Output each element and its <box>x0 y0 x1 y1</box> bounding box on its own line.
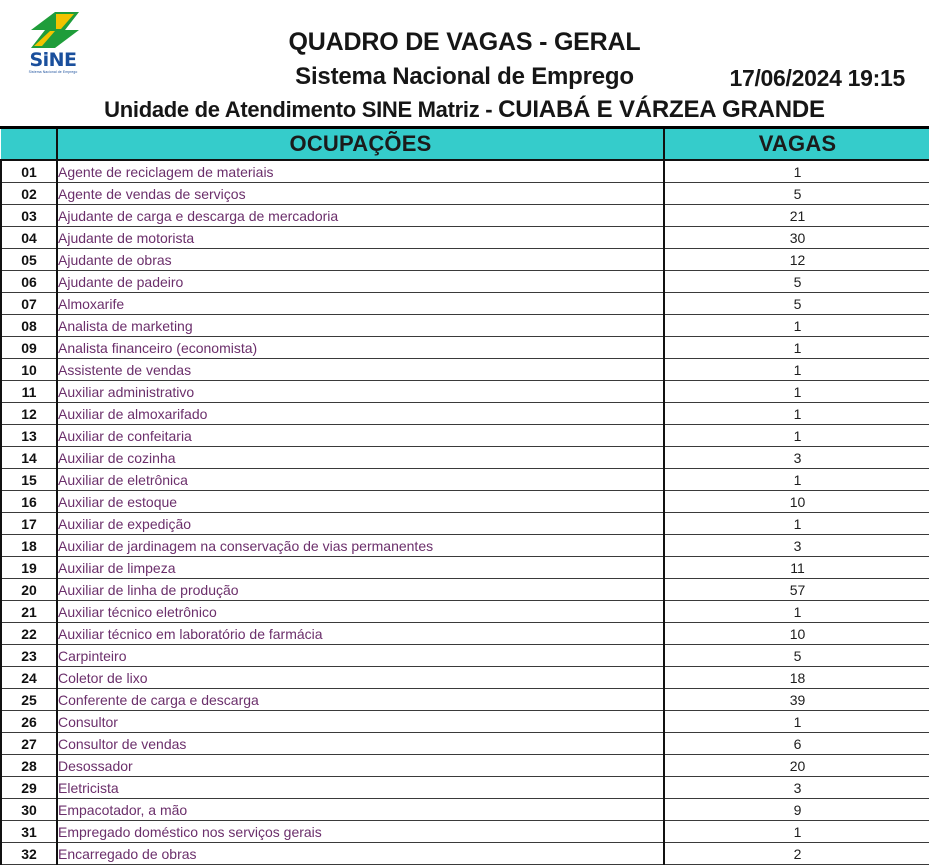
occupation-cell: Auxiliar de jardinagem na conservação de vias permanentes <box>57 535 664 557</box>
occupation-cell: Ajudante de carga e descarga de mercadoria <box>57 205 664 227</box>
vacancies-cell: 1 <box>664 403 929 425</box>
vacancies-cell: 1 <box>664 469 929 491</box>
page-subtitle: Sistema Nacional de Emprego <box>295 63 634 90</box>
row-index-cell: 13 <box>1 425 57 447</box>
table-header-row <box>1 129 929 160</box>
row-index-cell: 03 <box>1 205 57 227</box>
vacancies-cell: 3 <box>664 447 929 469</box>
row-index-cell: 26 <box>1 711 57 733</box>
document-header <box>0 0 929 129</box>
report-timestamp: 17/06/2024 19:15 <box>729 65 905 91</box>
vacancies-cell: 9 <box>664 799 929 821</box>
vacancies-cell: 39 <box>664 689 929 711</box>
table-row <box>1 557 929 579</box>
page-title: QUADRO DE VAGAS - GERAL <box>288 28 641 56</box>
vacancies-cell: 5 <box>664 183 929 205</box>
table-row <box>1 359 929 381</box>
row-index-cell: 32 <box>1 843 57 865</box>
sine-wordmark: SiNE <box>29 49 77 71</box>
vacancies-cell: 12 <box>664 249 929 271</box>
row-index-cell: 15 <box>1 469 57 491</box>
occupation-cell: Ajudante de obras <box>57 249 664 271</box>
vacancies-cell: 1 <box>664 513 929 535</box>
row-index-cell: 16 <box>1 491 57 513</box>
occupation-cell: Ajudante de motorista <box>57 227 664 249</box>
vacancies-cell: 11 <box>664 557 929 579</box>
table-row <box>1 491 929 513</box>
occupation-cell: Analista financeiro (economista) <box>57 337 664 359</box>
occupation-cell: Desossador <box>57 755 664 777</box>
row-index-cell: 24 <box>1 667 57 689</box>
row-index-cell: 12 <box>1 403 57 425</box>
occupation-cell: Auxiliar técnico eletrônico <box>57 601 664 623</box>
occupation-cell: Consultor de vendas <box>57 733 664 755</box>
table-row <box>1 381 929 403</box>
vacancies-cell: 30 <box>664 227 929 249</box>
vacancies-cell: 21 <box>664 205 929 227</box>
row-index-cell: 10 <box>1 359 57 381</box>
occupation-cell: Empacotador, a mão <box>57 799 664 821</box>
vacancies-cell: 3 <box>664 535 929 557</box>
vacancies-cell: 20 <box>664 755 929 777</box>
table-row <box>1 315 929 337</box>
row-index-cell: 30 <box>1 799 57 821</box>
row-index-cell: 14 <box>1 447 57 469</box>
table-row <box>1 160 929 183</box>
occupation-cell: Ajudante de padeiro <box>57 271 664 293</box>
vacancies-cell: 1 <box>664 359 929 381</box>
column-header-ocupacoes: OCUPAÇÕES <box>57 129 664 160</box>
row-index-cell: 04 <box>1 227 57 249</box>
table-row <box>1 513 929 535</box>
occupation-cell: Auxiliar administrativo <box>57 381 664 403</box>
vacancies-cell: 10 <box>664 491 929 513</box>
table-row <box>1 799 929 821</box>
occupation-cell: Auxiliar de confeitaria <box>57 425 664 447</box>
row-index-cell: 25 <box>1 689 57 711</box>
row-index-cell: 23 <box>1 645 57 667</box>
vacancies-cell: 1 <box>664 337 929 359</box>
table-row <box>1 689 929 711</box>
row-index-cell: 29 <box>1 777 57 799</box>
table-row <box>1 183 929 205</box>
occupation-cell: Encarregado de obras <box>57 843 664 865</box>
vacancies-cell: 1 <box>664 821 929 843</box>
table-row <box>1 623 929 645</box>
occupation-cell: Auxiliar de eletrônica <box>57 469 664 491</box>
table-row <box>1 293 929 315</box>
vacancies-cell: 1 <box>664 160 929 183</box>
occupation-cell: Coletor de lixo <box>57 667 664 689</box>
occupation-cell: Agente de reciclagem de materiais <box>57 160 664 183</box>
row-index-cell: 21 <box>1 601 57 623</box>
vacancies-cell: 5 <box>664 293 929 315</box>
table-row <box>1 227 929 249</box>
occupation-cell: Agente de vendas de serviços <box>57 183 664 205</box>
occupation-cell: Eletricista <box>57 777 664 799</box>
row-index-cell: 01 <box>1 160 57 183</box>
row-index-cell: 18 <box>1 535 57 557</box>
vacancies-cell: 1 <box>664 315 929 337</box>
table-row <box>1 843 929 865</box>
unit-prefix-label: Unidade de Atendimento SINE Matriz - <box>104 97 499 122</box>
table-row <box>1 535 929 557</box>
table-row <box>1 337 929 359</box>
table-row <box>1 733 929 755</box>
occupation-cell: Auxiliar de limpeza <box>57 557 664 579</box>
table-row <box>1 667 929 689</box>
table-row <box>1 711 929 733</box>
occupation-cell: Almoxarife <box>57 293 664 315</box>
vacancies-cell: 57 <box>664 579 929 601</box>
occupation-cell: Assistente de vendas <box>57 359 664 381</box>
table-row <box>1 645 929 667</box>
column-header-vagas: VAGAS <box>664 129 929 160</box>
vacancies-cell: 6 <box>664 733 929 755</box>
unit-city-label: CUIABÁ E VÁRZEA GRANDE <box>498 96 825 123</box>
column-header-index <box>1 129 57 160</box>
table-row <box>1 821 929 843</box>
row-index-cell: 27 <box>1 733 57 755</box>
row-index-cell: 22 <box>1 623 57 645</box>
row-index-cell: 28 <box>1 755 57 777</box>
vacancies-cell: 3 <box>664 777 929 799</box>
table-row <box>1 271 929 293</box>
vacancies-cell: 1 <box>664 381 929 403</box>
row-index-cell: 31 <box>1 821 57 843</box>
occupation-cell: Auxiliar de expedição <box>57 513 664 535</box>
vacancies-cell: 10 <box>664 623 929 645</box>
table-row <box>1 447 929 469</box>
row-index-cell: 19 <box>1 557 57 579</box>
vacancies-cell: 1 <box>664 601 929 623</box>
row-index-cell: 09 <box>1 337 57 359</box>
table-row <box>1 469 929 491</box>
table-row <box>1 755 929 777</box>
table-row <box>1 601 929 623</box>
occupation-cell: Auxiliar de estoque <box>57 491 664 513</box>
occupation-cell: Conferente de carga e descarga <box>57 689 664 711</box>
vacancies-cell: 5 <box>664 645 929 667</box>
vacancies-cell: 18 <box>664 667 929 689</box>
occupation-cell: Consultor <box>57 711 664 733</box>
row-index-cell: 08 <box>1 315 57 337</box>
vacancies-cell: 5 <box>664 271 929 293</box>
occupation-cell: Auxiliar de linha de produção <box>57 579 664 601</box>
vacancies-table <box>0 129 929 865</box>
table-row <box>1 205 929 227</box>
occupation-cell: Auxiliar técnico em laboratório de farmácia <box>57 623 664 645</box>
row-index-cell: 06 <box>1 271 57 293</box>
row-index-cell: 17 <box>1 513 57 535</box>
row-index-cell: 07 <box>1 293 57 315</box>
row-index-cell: 02 <box>1 183 57 205</box>
sine-logo-subtitle: Sistema Nacional de Emprego <box>28 70 78 74</box>
occupation-cell: Analista de marketing <box>57 315 664 337</box>
occupation-cell: Empregado doméstico nos serviços gerais <box>57 821 664 843</box>
occupation-cell: Auxiliar de almoxarifado <box>57 403 664 425</box>
table-row <box>1 777 929 799</box>
row-index-cell: 11 <box>1 381 57 403</box>
table-row <box>1 579 929 601</box>
unit-line <box>0 96 929 124</box>
table-row <box>1 425 929 447</box>
occupation-cell: Auxiliar de cozinha <box>57 447 664 469</box>
table-body <box>1 160 929 865</box>
row-index-cell: 05 <box>1 249 57 271</box>
occupation-cell: Carpinteiro <box>57 645 664 667</box>
row-index-cell: 20 <box>1 579 57 601</box>
table-row <box>1 403 929 425</box>
vacancies-cell: 2 <box>664 843 929 865</box>
vacancies-cell: 1 <box>664 425 929 447</box>
vacancies-cell: 1 <box>664 711 929 733</box>
table-row <box>1 249 929 271</box>
